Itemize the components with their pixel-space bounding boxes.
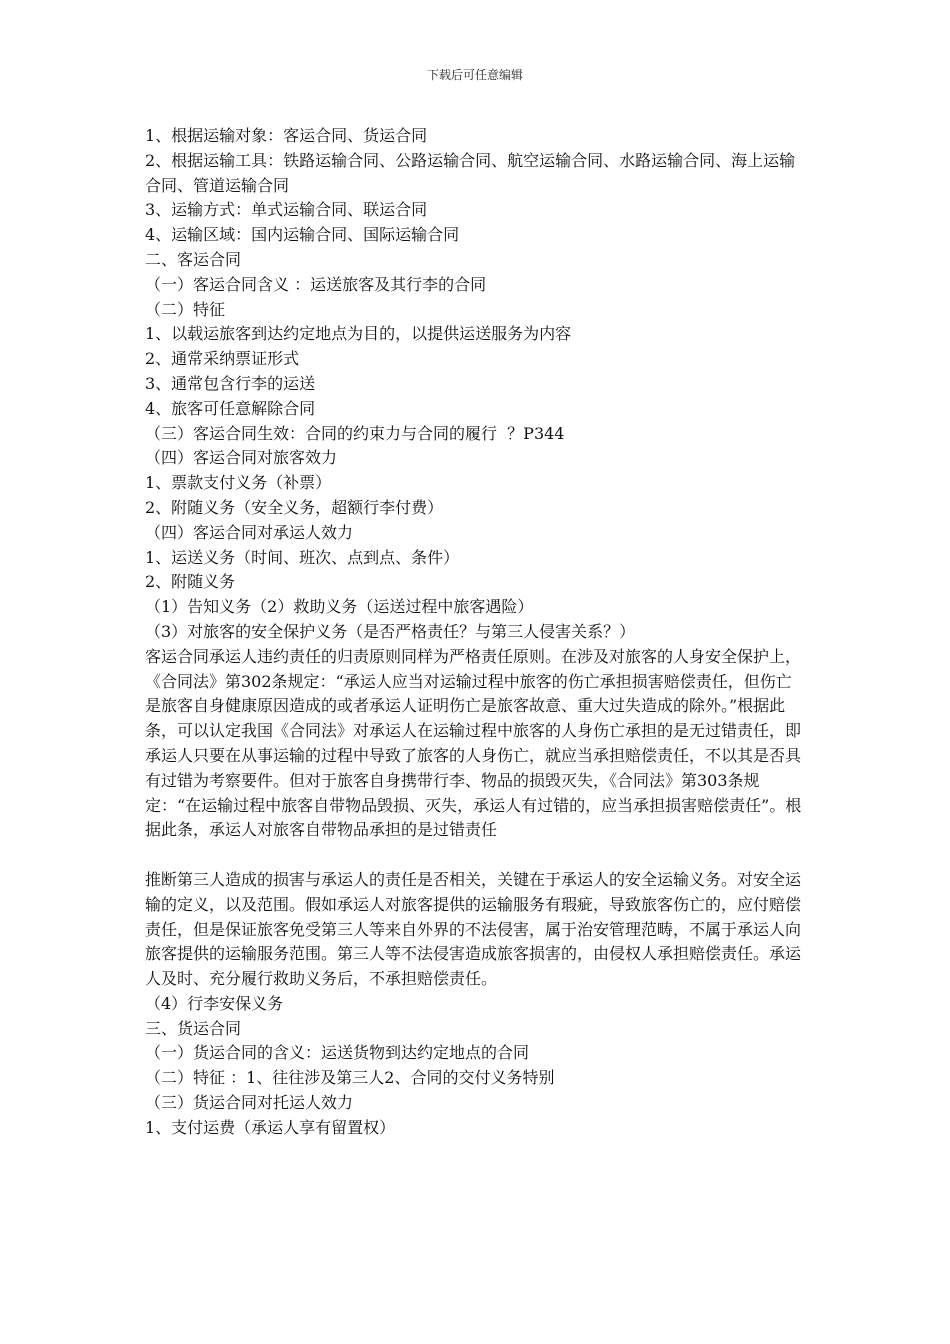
list-item: 2、附随义务（安全义务，超额行李付费）	[145, 497, 444, 517]
subsection-heading: （三）货运合同对托运人效力	[145, 1093, 354, 1113]
document-body	[145, 124, 805, 1141]
list-item: 1、支付运费（承运人享有留置权）	[145, 1117, 396, 1137]
subsection-heading: （二）特征 ：1、往往涉及第三人2、合同的交付义务特别	[145, 1068, 555, 1088]
paragraph-gap	[145, 843, 805, 868]
list-item: （1）告知义务（2）救助义务（运送过程中旅客遇险）	[145, 597, 534, 617]
list-item: （4）行李安保义务	[145, 993, 284, 1013]
list-item: 4、运输区域：国内运输合同、国际运输合同	[145, 225, 460, 245]
list-item: 1、运送义务（时间、班次、点到点、条件）	[145, 547, 460, 567]
list-item: 3、运输方式：单式运输合同、联运合同	[145, 200, 428, 220]
subsection-heading: （一）客运合同含义 ：运送旅客及其行李的合同	[145, 274, 487, 294]
list-item: 1、以载运旅客到达约定地点为目的，以提供运送服务为内容	[145, 324, 572, 344]
subsection-heading: （三）客运合同生效：合同的约束力与合同的履行 ？P344	[145, 423, 565, 443]
subsection-heading: （一）货运合同的含义：运送货物到达约定地点的合同	[145, 1043, 530, 1063]
subsection-heading: （四）客运合同对旅客效力	[145, 448, 338, 468]
body-paragraph: 推断第三人造成的损害与承运人的责任是否相关，关键在于承运人的安全运输义务。对安全运输的定义，以及范围。假如承运人对旅客提供的运输服务有瑕疵，导致旅客伤亡的，应付赔偿责任，但是保证旅客免受第三人等来自外界的不法侵害，属于治安管理范畴，不属于承运人向旅客提供的运输服务范围。第三人等不法侵害造成旅客损害的，由侵权人承担赔偿责任。承运人及时、充分履行救助义务后，不承担赔偿责任。	[145, 869, 802, 989]
list-item: 4、旅客可任意解除合同	[145, 398, 316, 418]
section-heading: 二、客运合同	[145, 249, 242, 269]
subsection-heading: （二）特征	[145, 299, 226, 319]
list-item: （3）对旅客的安全保护义务（是否严格责任？与第三人侵害关系？）	[145, 621, 636, 641]
list-item: 2、附随义务	[145, 572, 236, 592]
body-paragraph: 客运合同承运人违约责任的归责原则同样为严格责任原则。在涉及对旅客的人身安全保护上，《合同法》第302条规定：“承运人应当对运输过程中旅客的伤亡承担损害赔偿责任，但伤亡是旅客自身健康原因造成的或者承运人证明伤亡是旅客故意、重大过失造成的除外。”根据此条，可以认定我国《合同法》对承运人在运输过程中旅客的人身伤亡承担的是无过错责任，即承运人只要在从事运输的过程中导致了旅客的人身伤亡，就应当承担赔偿责任，不以其是否具有过错为考察要件。但对于旅客自身携带行李、物品的损毁灭失，《合同法》第303条规定：“在运输过程中旅客自带物品毁损、灭失，承运人有过错的，应当承担损害赔偿责任”。根据此条，承运人对旅客自带物品承担的是过错责任	[145, 646, 802, 840]
list-item: 2、根据运输工具：铁路运输合同、公路运输合同、航空运输合同、水路运输合同、海上运输合同、管道运输合同	[145, 150, 796, 195]
section-heading: 三、货运合同	[145, 1018, 242, 1038]
list-item: 1、根据运输对象：客运合同、货运合同	[145, 126, 428, 145]
list-item: 3、通常包含行李的运送	[145, 373, 316, 393]
subsection-heading: （四）客运合同对承运人效力	[145, 522, 354, 542]
list-item: 1、票款支付义务（补票）	[145, 473, 332, 493]
page-header: 下载后可任意编辑	[426, 68, 523, 82]
list-item: 2、通常采纳票证形式	[145, 349, 300, 369]
